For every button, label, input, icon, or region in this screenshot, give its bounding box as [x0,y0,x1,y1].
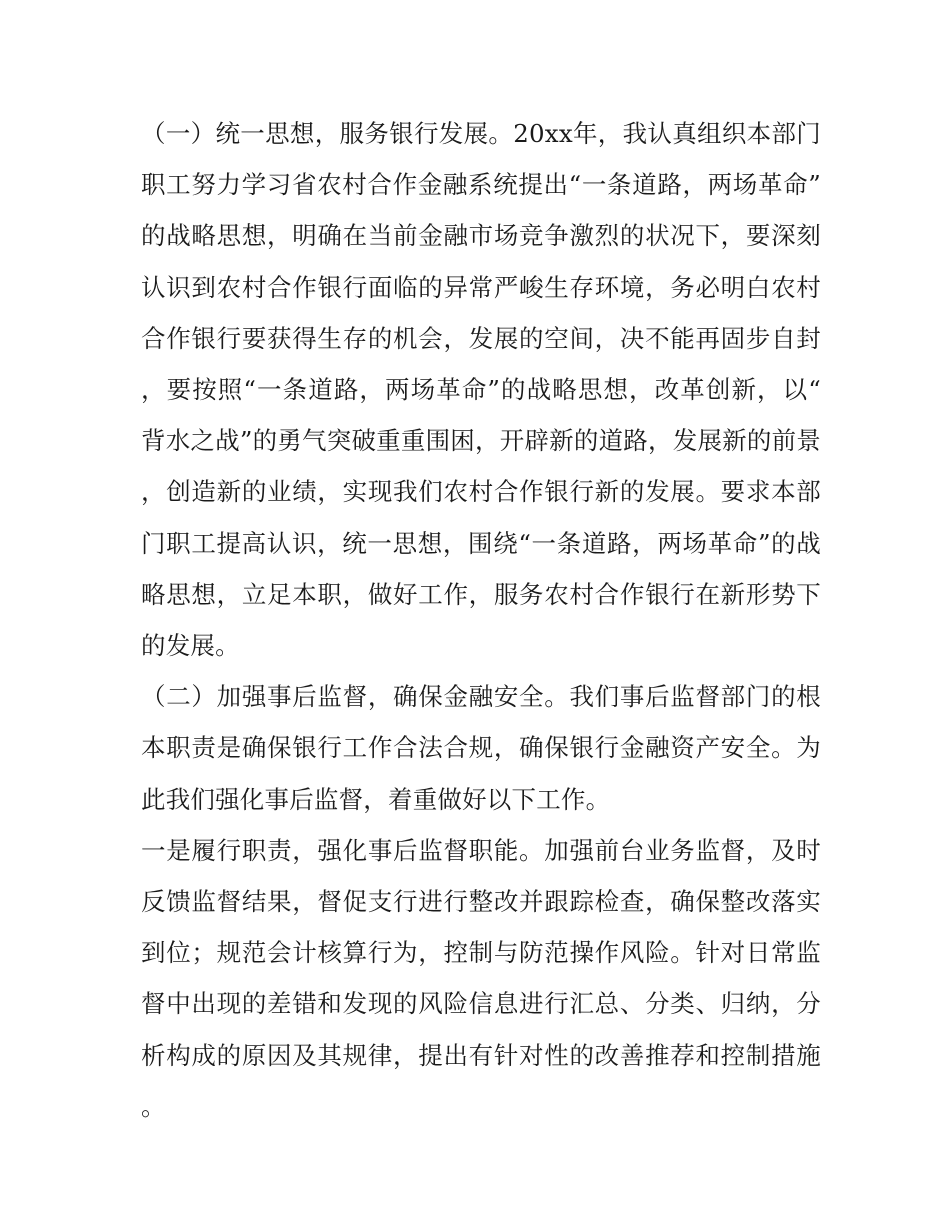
document-body [141,108,821,1132]
paragraph-unify-thinking: （一）统一思想，服务银行发展。20xx年，我认真组织本部门职工努力学习省农村合作金融系统提出“一条道路，两场革命”的战略思想，明确在当前金融市场竞争激烈的状况下，要深刻认识到农村合作银行面临的异常严峻生存环境，务必明白农村合作银行要获得生存的机会，发展的空间，决不能再固步自封，要按照“一条道路，两场革命”的战略思想，改革创新，以“背水之战”的勇气突破重重围困，开辟新的道路，发展新的前景，创造新的业绩，实现我们农村合作银行新的发展。要求本部门职工提高认识，统一思想，围绕“一条道路，两场革命”的战略思想，立足本职，做好工作，服务农村合作银行在新形势下的发展。 [141,119,821,661]
paragraph-fulfill-duties: 一是履行职责，强化事后监督职能。加强前台业务监督，及时反馈监督结果，督促支行进行整改并跟踪检查，确保整改落实到位；规范会计核算行为，控制与防范操作风险。针对日常监督中出现的差错和发现的风险信息进行汇总、分类、归纳，分析构成的原因及其规律，提出有针对性的改善推荐和控制措施。 [141,835,821,1121]
paragraph-post-supervision: （二）加强事后监督，确保金融安全。我们事后监督部门的根本职责是确保银行工作合法合规，确保银行金融资产安全。为此我们强化事后监督，着重做好以下工作。 [141,682,821,814]
